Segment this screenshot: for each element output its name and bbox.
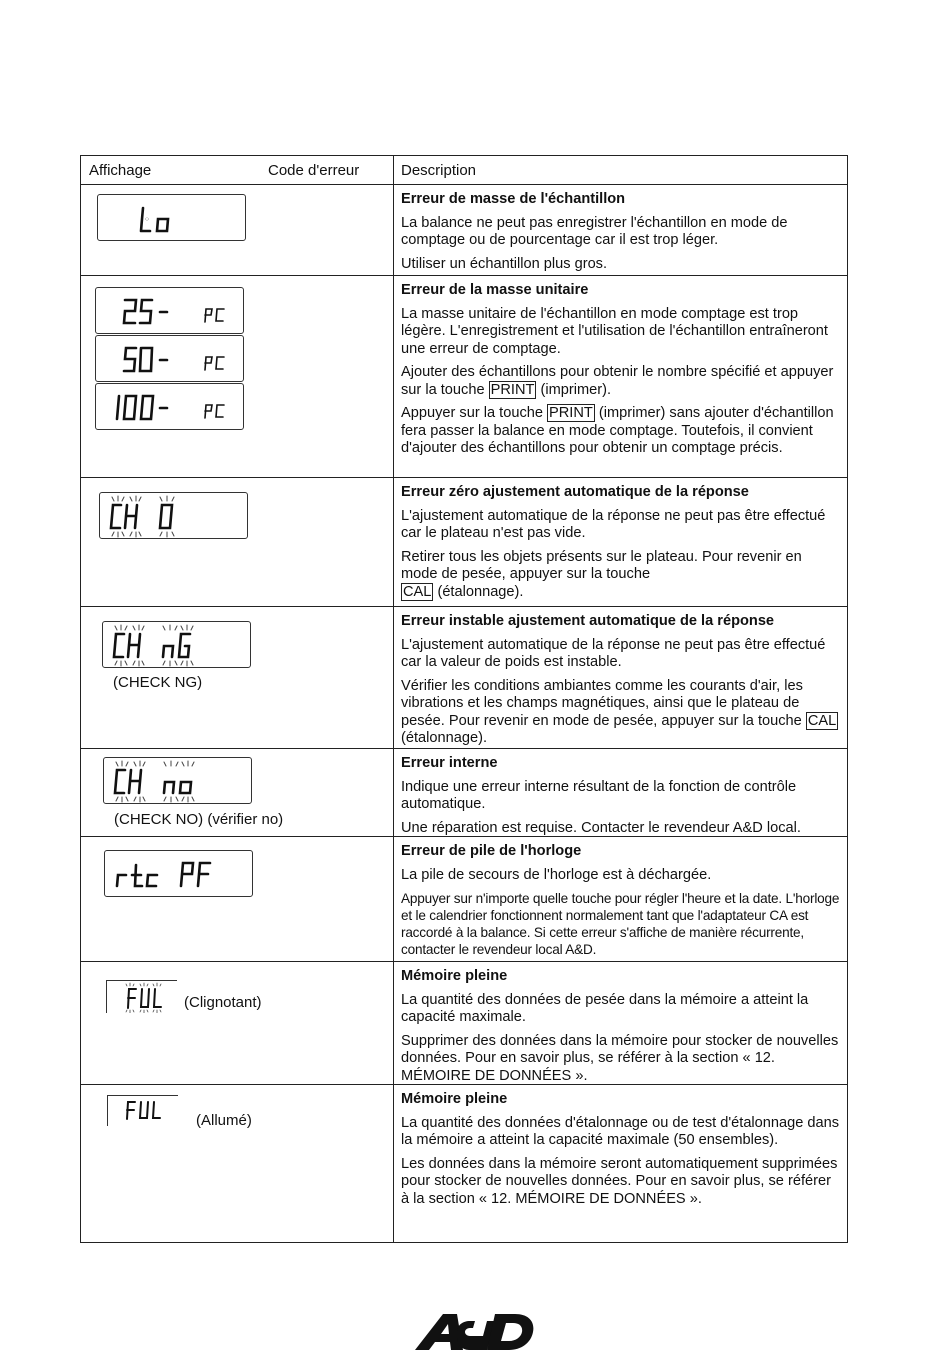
cal-key-label: CAL bbox=[403, 583, 432, 600]
text-span: (imprimer) sans ajouter d'échantillon fera passer la balance en mode comptage. Toutefois, il convient d'ajouter des échantillons pour obtenir un comptage précis. bbox=[401, 405, 834, 456]
table-row bbox=[81, 749, 847, 837]
text-span: (étalonnage). bbox=[437, 583, 524, 600]
table-row bbox=[81, 276, 847, 478]
description-text: La balance ne peut pas enregistrer l'échantillon en mode de comptage ou de pourcentage car il est trop léger. bbox=[401, 214, 788, 248]
lcd-display-ch-0 bbox=[99, 492, 248, 539]
lcd-display-ful-blinking bbox=[106, 980, 177, 1013]
display-caption-blinking: (Clignotant) bbox=[184, 994, 262, 1011]
description-text: Utiliser un échantillon plus gros. bbox=[401, 255, 608, 272]
description-text bbox=[401, 405, 841, 458]
table-row bbox=[81, 1085, 847, 1243]
cal-key-label: CAL bbox=[807, 712, 837, 729]
display-caption-on: (Allumé) bbox=[196, 1112, 252, 1129]
header-description: Description bbox=[401, 162, 477, 179]
description-text: La pile de secours de l'horloge est à déchargée. bbox=[401, 866, 712, 883]
lcd-display-ful-on bbox=[107, 1095, 178, 1126]
lcd-display-25pc bbox=[95, 287, 244, 334]
text-span: Ajouter des échantillons pour obtenir le nombre spécifié et appuyer sur la touche bbox=[401, 364, 834, 398]
table-row bbox=[81, 478, 847, 607]
header-error-code: Code d'erreur bbox=[268, 162, 360, 179]
lcd-display-ch-no bbox=[103, 757, 252, 804]
error-title: Erreur zéro ajustement automatique de la réponse bbox=[401, 484, 749, 500]
description-text: Appuyer sur n'importe quelle touche pour régler l'heure et la date. L'horloge et le calendrier fonctionnent normalement tant que l'adaptateur CA est raccordé à la balance. Si cette erreur s'affiche de manière récurrente, contacter le revendeur local A&D. bbox=[401, 891, 840, 957]
text-span: (étalonnage). bbox=[401, 730, 488, 746]
row-description bbox=[401, 1085, 841, 1214]
description-text: La quantité des données d'étalonnage ou de test d'étalonnage dans la mémoire a atteint la capacité maximale (50 ensembles). bbox=[401, 1114, 840, 1148]
row-description bbox=[401, 185, 841, 279]
error-title: Erreur interne bbox=[401, 755, 498, 771]
description-text: L'ajustement automatique de la réponse ne peut pas être effectué car le plateau n'est pas vide. bbox=[401, 507, 826, 541]
error-title: Erreur instable ajustement automatique de la réponse bbox=[401, 613, 775, 629]
row-description bbox=[401, 607, 841, 754]
description-text: Supprimer des données dans la mémoire pour stocker de nouvelles données. Pour en savoir plus, se référer à la section « 12. MÉMOIRE DE DONNÉES ». bbox=[401, 1032, 839, 1084]
text-span: Appuyer sur la touche bbox=[401, 405, 543, 421]
description-text: L'ajustement automatique de la réponse ne peut pas être effectué car la valeur de poids est instable. bbox=[401, 636, 826, 670]
lcd-display-lo bbox=[97, 194, 246, 241]
text-span: (imprimer). bbox=[540, 381, 611, 398]
display-caption: (CHECK NG) bbox=[113, 674, 203, 691]
table-header bbox=[81, 156, 847, 185]
table-row bbox=[81, 962, 847, 1085]
description-text: Indique une erreur interne résultant de la fonction de contrôle automatique. bbox=[401, 778, 797, 812]
print-key-label: PRINT bbox=[490, 381, 535, 398]
description-text bbox=[401, 364, 841, 399]
description-text: Les données dans la mémoire seront automatiquement supprimées pour stocker de nouvelles données. Pour en savoir plus, se référer à la section « 12. MÉMOIRE DE DONNÉES ». bbox=[401, 1155, 838, 1207]
error-title: Erreur de pile de l'horloge bbox=[401, 843, 582, 859]
table-row bbox=[81, 837, 847, 962]
brand-logo bbox=[413, 1312, 538, 1352]
lcd-display-100pc bbox=[95, 383, 244, 430]
table-row bbox=[81, 185, 847, 276]
lcd-display-ch-ng bbox=[102, 621, 251, 668]
display-caption: (CHECK NO) (vérifier no) bbox=[114, 811, 284, 828]
description-text: La quantité des données de pesée dans la mémoire a atteint la capacité maximale. bbox=[401, 991, 809, 1025]
row-description bbox=[401, 478, 841, 607]
description-text bbox=[401, 549, 841, 602]
description-text bbox=[401, 678, 841, 748]
row-description bbox=[401, 276, 841, 464]
lcd-display-50pc bbox=[95, 335, 244, 382]
print-key-label: PRINT bbox=[549, 405, 593, 421]
row-description bbox=[401, 962, 841, 1091]
lcd-display-rtc-pf bbox=[104, 850, 253, 897]
text-span: Retirer tous les objets présents sur le plateau. Pour revenir en mode de pesée, appuyer sur la touche bbox=[401, 548, 802, 582]
header-display: Affichage bbox=[89, 162, 152, 179]
error-title: Erreur de masse de l'échantillon bbox=[401, 191, 626, 207]
error-title: Erreur de la masse unitaire bbox=[401, 282, 589, 298]
description-text: Une réparation est requise. Contacter le revendeur A&D local. bbox=[401, 819, 801, 836]
row-description bbox=[401, 749, 841, 843]
error-title: Mémoire pleine bbox=[401, 968, 508, 984]
description-text: La masse unitaire de l'échantillon en mode comptage est trop légère. L'enregistrement et l'utilisation de l'échantillon entraîneront une erreur de comptage. bbox=[401, 305, 828, 357]
row-description bbox=[401, 837, 841, 964]
error-title: Mémoire pleine bbox=[401, 1091, 508, 1107]
text-span: Vérifier les conditions ambiantes comme les courants d'air, les vibrations et les champs magnétiques, ainsi que le plateau de pesée. Pour revenir en mode de pesée, appuyer sur la touche bbox=[401, 677, 803, 729]
error-code-table bbox=[80, 155, 848, 1243]
table-row bbox=[81, 607, 847, 749]
